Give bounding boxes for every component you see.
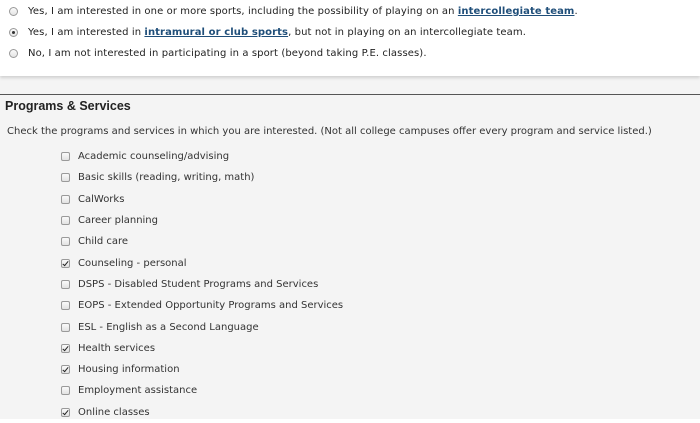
program-label: Basic skills (reading, writing, math) <box>78 172 255 184</box>
section-instructions: Check the programs and services in which you are interested. (Not all college campuses offer every program and service listed.) <box>7 126 652 137</box>
checkbox-checked[interactable] <box>61 408 70 417</box>
sports-option-intercollegiate[interactable] <box>9 2 578 20</box>
checkbox[interactable] <box>61 237 70 246</box>
program-option[interactable] <box>61 295 343 316</box>
checkbox[interactable] <box>61 216 70 225</box>
radio-button[interactable] <box>9 7 18 16</box>
option-label: Yes, I am interested in one or more sports, including the possibility of playing on an intercollegiate team. <box>28 5 578 17</box>
checkbox[interactable] <box>61 152 70 161</box>
program-option[interactable] <box>61 359 343 380</box>
checkbox[interactable] <box>61 195 70 204</box>
program-label: Academic counseling/advising <box>78 151 230 163</box>
checkbox[interactable] <box>61 386 70 395</box>
checkbox[interactable] <box>61 323 70 332</box>
program-option[interactable] <box>61 167 343 188</box>
checkbox-checked[interactable] <box>61 365 70 374</box>
program-label: CalWorks <box>78 193 125 205</box>
intramural-club-sports-link[interactable]: intramural or club sports <box>144 26 289 38</box>
program-label: Health services <box>78 342 156 354</box>
checkbox-checked[interactable] <box>61 259 70 268</box>
program-option[interactable] <box>61 231 343 252</box>
checkbox[interactable] <box>61 301 70 310</box>
radio-button[interactable] <box>9 49 18 58</box>
radio-button[interactable] <box>9 28 18 37</box>
program-label: Counseling - personal <box>78 257 187 269</box>
option-label: Yes, I am interested in intramural or club sports, but not in playing on an intercollegiate team. <box>28 26 527 38</box>
checkbox-checked[interactable] <box>61 344 70 353</box>
program-option[interactable] <box>61 380 343 401</box>
program-option[interactable] <box>61 210 343 231</box>
program-option[interactable] <box>61 338 343 359</box>
program-label: ESL - English as a Second Language <box>78 321 259 333</box>
section-divider <box>0 94 700 95</box>
program-label: Employment assistance <box>78 385 198 397</box>
sports-option-intramural[interactable] <box>9 23 526 41</box>
checkbox[interactable] <box>61 280 70 289</box>
programs-checklist <box>61 146 343 423</box>
sports-question-panel <box>0 0 700 76</box>
checkbox[interactable] <box>61 173 70 182</box>
program-option[interactable] <box>61 252 343 273</box>
sports-option-not-interested[interactable] <box>9 44 427 62</box>
program-option[interactable] <box>61 146 343 167</box>
program-label: Housing information <box>78 364 180 376</box>
program-label: Online classes <box>78 406 150 418</box>
program-option[interactable] <box>61 274 343 295</box>
programs-services-section <box>0 76 700 419</box>
program-label: Career planning <box>78 215 158 227</box>
program-label: Child care <box>78 236 129 248</box>
program-option[interactable] <box>61 316 343 337</box>
program-label: EOPS - Extended Opportunity Programs and Services <box>78 300 344 312</box>
program-label: DSPS - Disabled Student Programs and Services <box>78 278 319 290</box>
section-title: Programs & Services <box>5 99 131 113</box>
option-label: No, I am not interested in participating in a sport (beyond taking P.E. classes). <box>28 47 427 59</box>
program-option[interactable] <box>61 402 343 423</box>
intercollegiate-team-link[interactable]: intercollegiate team <box>457 5 575 17</box>
program-option[interactable] <box>61 189 343 210</box>
